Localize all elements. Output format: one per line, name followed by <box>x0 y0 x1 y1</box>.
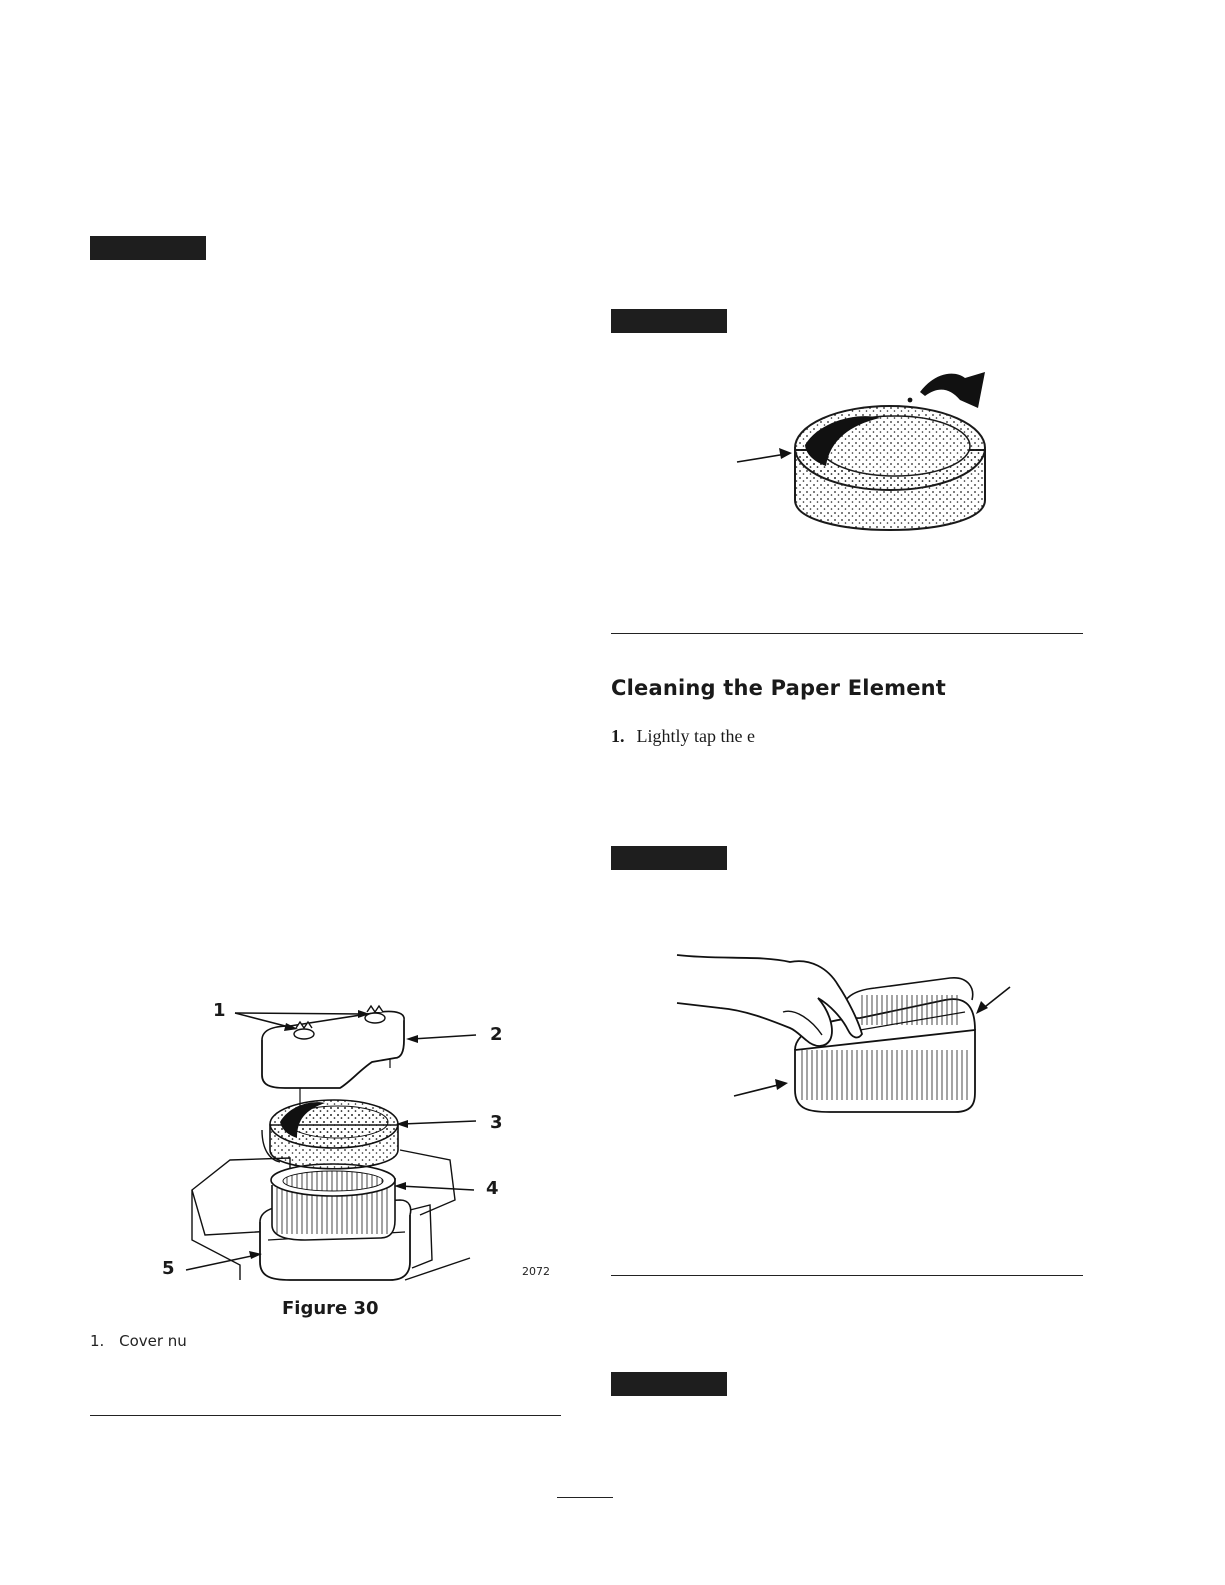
section-heading: Cleaning the Paper Element <box>611 676 947 700</box>
figure-legend-item <box>90 1332 187 1350</box>
figure-id: 2072 <box>522 1265 550 1278</box>
step-number: 1. <box>611 726 625 746</box>
legend-text: Cover nu <box>119 1332 187 1350</box>
legend-number: 1. <box>90 1332 105 1350</box>
callout-2: 2 <box>490 1024 503 1045</box>
callout-1: 1 <box>213 1000 226 1021</box>
step-text: Lightly tap the e <box>636 726 755 746</box>
callout-5: 5 <box>162 1258 175 1279</box>
page-number-rule <box>557 1497 613 1498</box>
callout-3: 3 <box>490 1112 503 1133</box>
figure-caption: Figure 30 <box>282 1298 379 1319</box>
callout-4: 4 <box>486 1178 499 1199</box>
paper-element-part <box>271 1164 395 1240</box>
figure-rule-left <box>90 1415 561 1416</box>
foam-element-part <box>262 1100 398 1169</box>
